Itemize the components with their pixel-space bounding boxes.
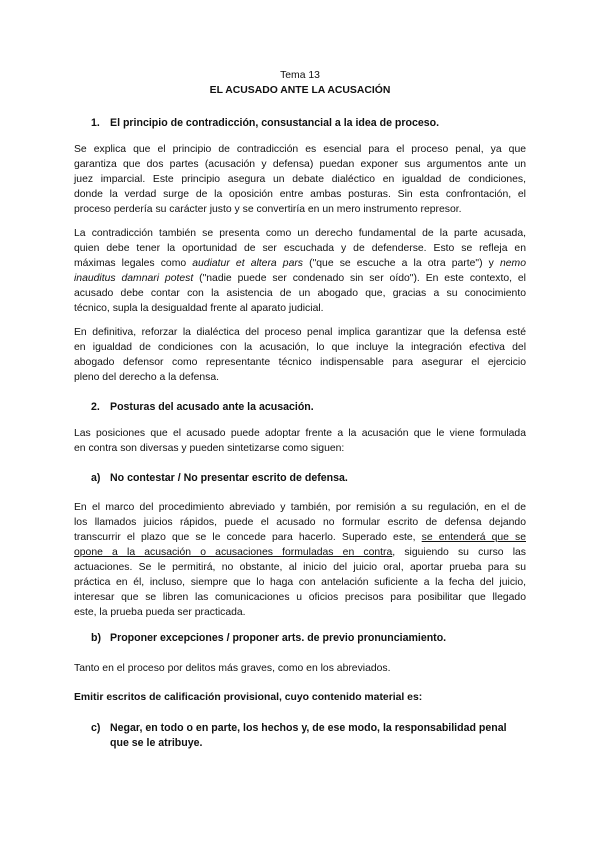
paragraph-5-line: interesar que se libren las comunicaciones u oficios precisos para posibilitar que llegado: [74, 592, 526, 603]
paragraph-2-line: máximas legales como audiatur et altera pars ("que se escuche a la otra parte") y nemo: [74, 258, 526, 269]
paragraph-5-line: los llamados juicios rápidos, puede el acusado no formular escrito de defensa dejando: [74, 517, 526, 528]
paragraph-5-line: transcurrir el plazo que se le concede para hacerlo. Superado este, se entenderá que se: [74, 532, 526, 543]
item-c-heading-line: Negar, en todo o en parte, los hechos y, de ese modo, la responsabilidad penal: [110, 722, 507, 734]
paragraph-2-line: La contradicción también se presenta como un derecho fundamental de la parte acusada,: [74, 228, 526, 239]
paragraph-3-line: pleno del derecho a la defensa.: [74, 372, 220, 383]
paragraph-7: Emitir escritos de calificación provisional, cuyo contenido material es:: [74, 692, 423, 703]
paragraph-1-line: Se explica que el principio de contradicción es esencial para el proceso penal, ya que: [74, 144, 526, 155]
section-2-number: 2.: [91, 401, 100, 413]
paragraph-2-line: acusado debe contar con la asistencia de un abogado que, gracias a su conocimiento: [74, 288, 526, 299]
paragraph-4-line: en contra son diversas y pueden sintetizarse como siguen:: [74, 443, 345, 454]
page-title: EL ACUSADO ANTE LA ACUSACIÓN: [209, 85, 391, 96]
section-1-heading: El principio de contradicción, consustancial a la idea de proceso.: [110, 117, 440, 129]
section-2-heading: Posturas del acusado ante la acusación.: [110, 401, 314, 413]
paragraph-2-line: quien debe tener la oportunidad de ser escuchada y de defenderse. Esto se refleja en: [74, 243, 526, 254]
item-b-heading: Proponer excepciones / proponer arts. de previo pronunciamiento.: [110, 632, 447, 644]
paragraph-1-line: proceso perdería su carácter justo y se convertiría en un mero instrumento represor.: [74, 204, 462, 215]
item-a-label: a): [91, 472, 101, 484]
paragraph-5-line: actuaciones. Se le permitirá, no obstante, al inicio del juicio oral, aportar prueba para su: [74, 562, 526, 573]
paragraph-2-line: técnico, supla la desigualdad frente al aparato judicial.: [74, 303, 324, 314]
paragraph-6: Tanto en el proceso por delitos más graves, como en los abreviados.: [74, 663, 391, 674]
section-1-number: 1.: [91, 117, 100, 129]
item-c-heading-line: que se le atribuye.: [110, 737, 203, 749]
paragraph-3-line: En definitiva, reforzar la dialéctica del proceso penal implica garantizar que la defensa esté: [74, 327, 526, 338]
paragraph-1-line: garantiza que dos partes (acusación y defensa) puedan exponer sus argumentos ante un: [74, 159, 526, 170]
item-c-label: c): [91, 722, 101, 734]
paragraph-5-line: opone a la acusación o acusaciones formuladas en contra, siguiendo su curso las: [74, 547, 526, 558]
paragraph-5-line: En el marco del procedimiento abreviado y también, por remisión a su regulación, en el de: [74, 502, 526, 513]
paragraph-3-line: en igualdad de condiciones con la acusación, lo que incluye la integración efectiva del: [74, 342, 526, 353]
paragraph-5-line: práctica en él, incluso, siempre que lo haga con antelación suficiente a la fecha del juicio,: [74, 577, 526, 588]
paragraph-5-line: este, la prueba pueda ser practicada.: [74, 607, 246, 618]
tema-number: Tema 13: [280, 70, 320, 81]
item-a-heading: No contestar / No presentar escrito de defensa.: [110, 472, 348, 484]
paragraph-1-line: donde la verdad surge de la oposición entre ambas posturas. Sin esta confrontación, el: [74, 189, 526, 200]
item-b-label: b): [91, 632, 101, 644]
paragraph-3-line: abogado defensor como representante técnico indispensable para asegurar el ejercicio: [74, 357, 526, 368]
paragraph-2-line: inauditus damnari potest ("nadie puede ser condenado sin ser oído"). En este contexto, el: [74, 273, 526, 284]
paragraph-1-line: juez imparcial. Este principio asegura un debate dialéctico en igualdad de condiciones,: [74, 174, 526, 185]
paragraph-4-line: Las posiciones que el acusado puede adoptar frente a la acusación que le viene formulada: [74, 428, 526, 439]
